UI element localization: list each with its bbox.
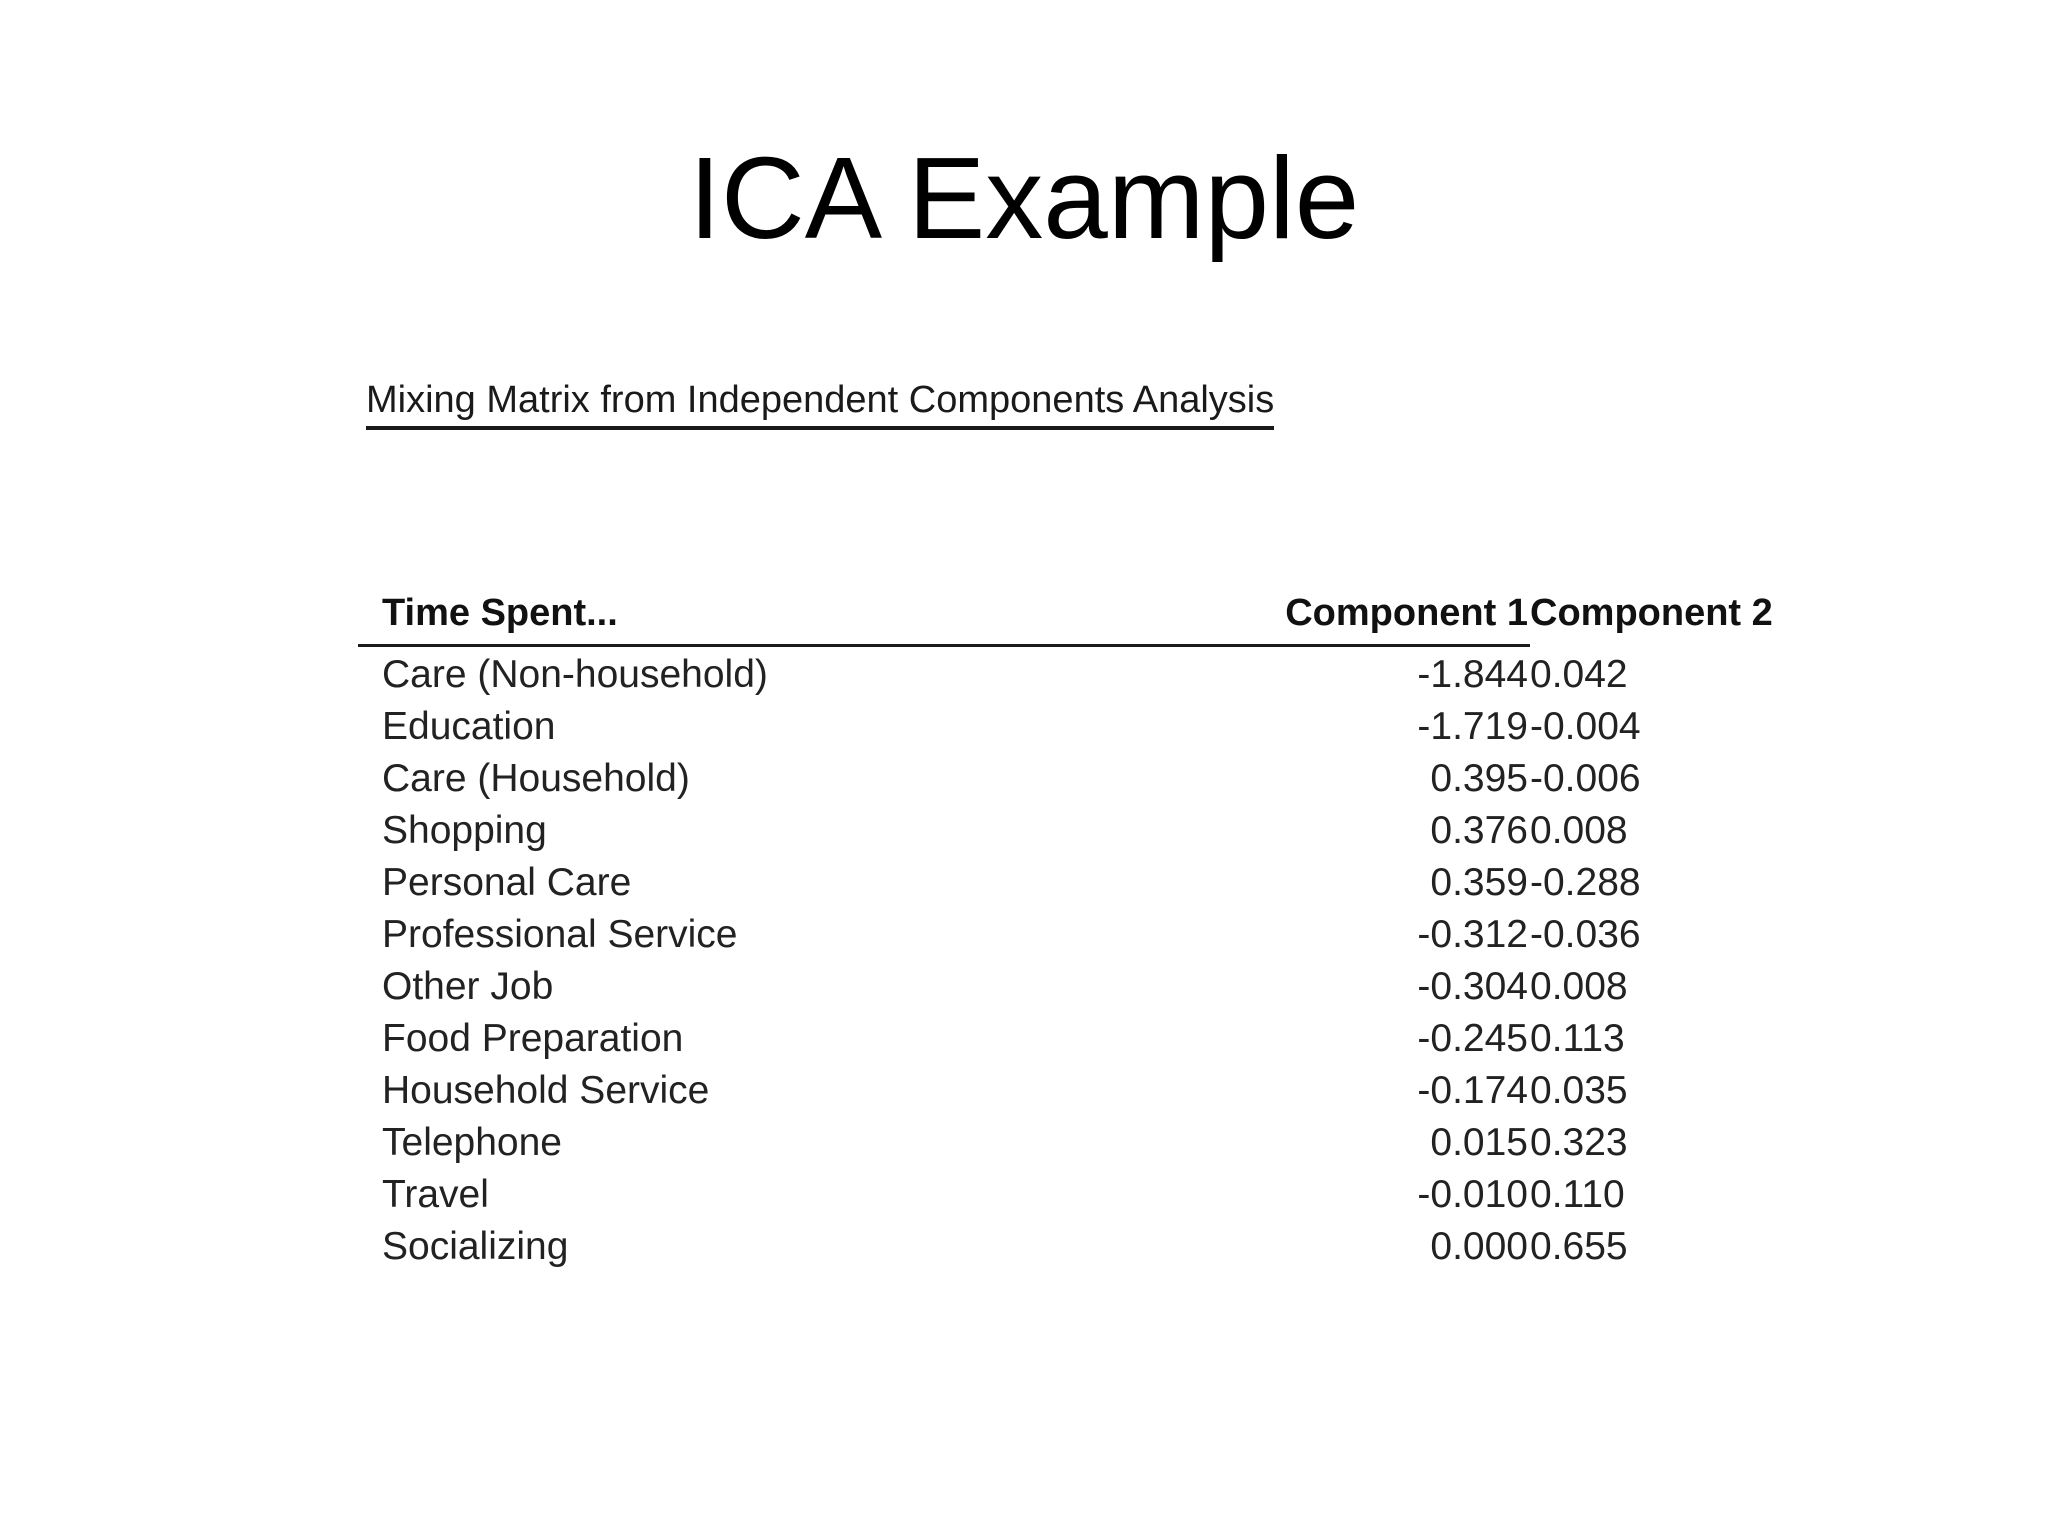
component-1-value: 0.359 [1430,861,1528,904]
component-1-value: 0.376 [1430,809,1528,852]
row-label: Professional Service [382,913,738,956]
component-1-value: -0.174 [1417,1069,1528,1112]
table-row: Care (Non-household) -1.844 0.042 [358,646,1530,702]
column-header-time-spent: Time Spent... [358,588,908,646]
table-row: Shopping 0.376 0.008 [358,805,1530,857]
component-1-value: -0.010 [1417,1173,1528,1216]
component-1-value: -1.719 [1417,705,1528,748]
table-row: Travel -0.010 0.110 [358,1169,1530,1221]
row-label: Socializing [382,1225,569,1268]
row-label: Telephone [382,1121,562,1164]
table-header-row: Time Spent... Component 1 Component 2 [358,588,1530,646]
row-label: Care (Non-household) [382,653,768,696]
table-row: Telephone 0.015 0.323 [358,1117,1530,1169]
row-label: Education [382,705,556,748]
component-1-value: 0.395 [1430,757,1528,800]
row-label: Care (Household) [382,757,690,800]
component-1-value: -0.312 [1417,913,1528,956]
component-1-value: 0.015 [1430,1121,1528,1164]
row-label: Household Service [382,1069,710,1112]
component-1-value: -1.844 [1417,653,1528,696]
mixing-matrix-table-container [358,588,1773,1273]
slide-title: ICA Example [688,133,1360,263]
table-row: Food Preparation -0.245 0.113 [358,1013,1530,1065]
table-body [358,646,1641,1274]
table-row: Socializing 0.000 0.655 [358,1221,1530,1273]
table-row: Household Service -0.174 0.035 [358,1065,1530,1117]
table-row: Other Job -0.304 0.008 [358,961,1530,1013]
component-1-value: -0.304 [1417,965,1528,1008]
row-label: Personal Care [382,861,632,904]
column-header-component-1: Component 1 [908,588,1530,646]
table-row: Professional Service -0.312 -0.036 [358,909,1530,961]
table-caption: Mixing Matrix from Independent Components Analysis [366,376,1274,430]
component-1-value: -0.245 [1417,1017,1528,1060]
row-label: Travel [382,1173,489,1216]
row-label: Other Job [382,965,554,1008]
component-1-value: 0.000 [1430,1225,1528,1268]
table-row: Education -1.719 -0.004 [358,701,1530,753]
table-row: Care (Household) 0.395 -0.006 [358,753,1530,805]
table-row: Personal Care 0.359 -0.288 [358,857,1530,909]
row-label: Shopping [382,809,547,852]
mixing-matrix-table [358,588,1773,1273]
row-label: Food Preparation [382,1017,684,1060]
